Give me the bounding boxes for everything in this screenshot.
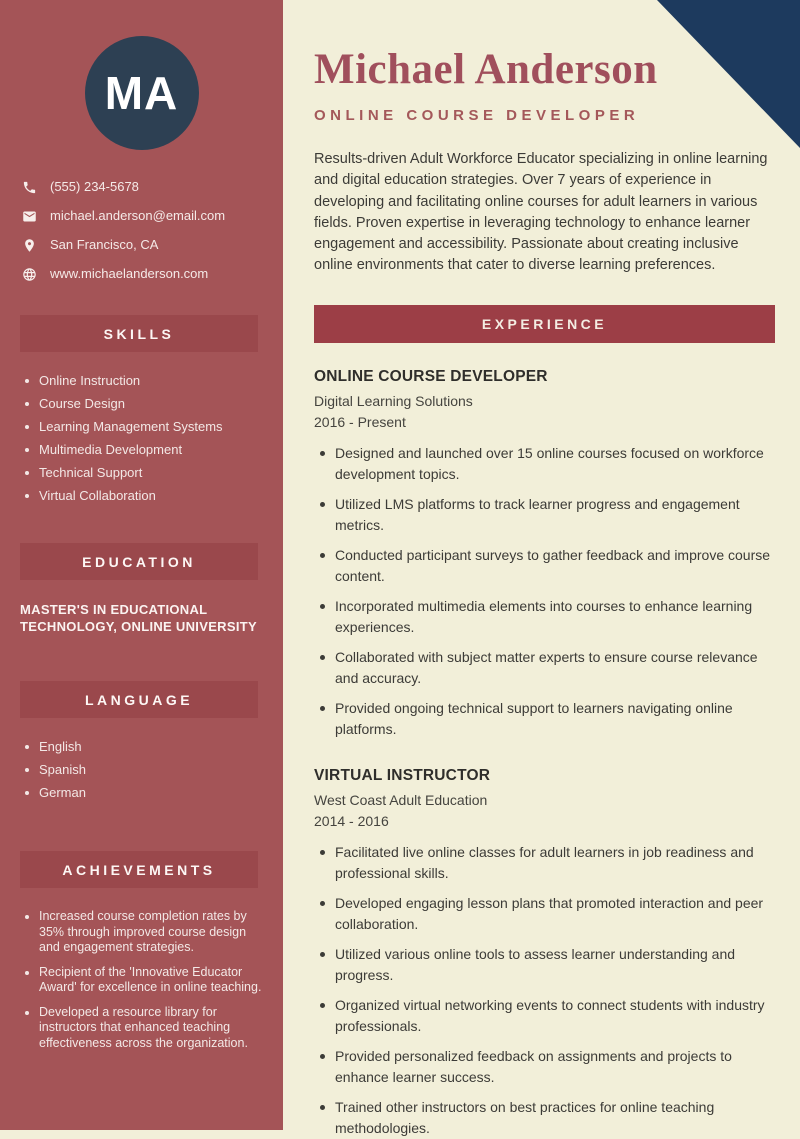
achievements-section-header: [20, 851, 258, 888]
skills-title: SKILLS: [103, 325, 175, 342]
contact-text: San Francisco, CA: [50, 237, 159, 252]
job-bullet: Utilized various online tools to assess learner understanding and progress.: [314, 944, 774, 986]
language-title: LANGUAGE: [84, 691, 194, 708]
contact-item: [22, 237, 263, 253]
job-company: Digital Learning Solutions: [314, 392, 473, 409]
achievement-item: Recipient of the 'Innovative Educator Award' for excellence in online teaching.: [22, 965, 263, 996]
job-bullet: Collaborated with subject matter experts to ensure course relevance and accuracy.: [314, 647, 774, 689]
person-job-title: ONLINE COURSE DEVELOPER: [314, 107, 640, 124]
job-dates: 2016 - Present: [314, 413, 406, 430]
avatar: [85, 36, 199, 150]
email-icon: [22, 209, 37, 224]
contact-text: michael.anderson@email.com: [50, 208, 226, 223]
job-bullet: Utilized LMS platforms to track learner progress and engagement metrics.: [314, 494, 774, 536]
job-bullet: Developed engaging lesson plans that promoted interaction and peer collaboration.: [314, 893, 774, 935]
phone-icon: [22, 180, 37, 195]
resume-sidebar: [0, 0, 283, 1130]
language-item: Spanish: [22, 762, 263, 778]
contact-item: [22, 179, 263, 195]
education-text: MASTER'S IN EDUCATIONAL TECHNOLOGY, ONLINE UNIVERSITY: [20, 602, 257, 634]
person-name: Michael Anderson: [314, 46, 658, 93]
contact-text: www.michaelanderson.com: [50, 266, 209, 281]
job-entry: [314, 368, 775, 740]
job-bullet: Trained other instructors on best practices for online teaching methodologies.: [314, 1097, 774, 1139]
education-title: EDUCATION: [82, 553, 196, 570]
skill-item: Multimedia Development: [22, 442, 263, 458]
achievements-title: ACHIEVEMENTS: [62, 861, 216, 878]
language-list: [0, 739, 283, 801]
education-section-header: [20, 543, 258, 580]
job-bullet: Provided ongoing technical support to learners navigating online platforms.: [314, 698, 774, 740]
summary-paragraph: Results-driven Adult Workforce Educator specializing in online learning and digital education strategies. Over 7 years of experience in developing and facilitating online courses for adult learners in various fields. Proven expertise in leveraging technology to enhance learner engagement and accessibility. Passionate about creating inclusive online environments that cater to diverse learning preferences.: [314, 151, 768, 274]
contact-text: (555) 234-5678: [50, 179, 139, 194]
achievement-item: Developed a resource library for instructors that enhanced teaching effectiveness across the organization.: [22, 1005, 263, 1052]
job-bullet: Organized virtual networking events to connect students with industry professionals.: [314, 995, 774, 1037]
language-item: German: [22, 785, 263, 801]
language-section-header: [20, 681, 258, 718]
skill-item: Course Design: [22, 396, 263, 412]
job-bullet: Designed and launched over 15 online courses focused on workforce development topics.: [314, 443, 774, 485]
job-dates: 2014 - 2016: [314, 812, 389, 829]
skill-item: Online Instruction: [22, 373, 263, 389]
job-title: VIRTUAL INSTRUCTOR: [314, 766, 491, 784]
location-icon: [22, 238, 37, 253]
skill-item: Technical Support: [22, 465, 263, 481]
job-title: ONLINE COURSE DEVELOPER: [314, 367, 548, 385]
language-item: English: [22, 739, 263, 755]
resume-main: [283, 0, 800, 1136]
job-company: West Coast Adult Education: [314, 791, 488, 808]
skill-item: Virtual Collaboration: [22, 488, 263, 504]
skills-section-header: [20, 315, 258, 352]
achievement-item: Increased course completion rates by 35% through improved course design and engagement strategies.: [22, 909, 263, 956]
achievements-list: [0, 909, 283, 1051]
skill-item: Learning Management Systems: [22, 419, 263, 435]
job-bullet: Facilitated live online classes for adult learners in job readiness and professional skills.: [314, 842, 774, 884]
job-entry: [314, 767, 775, 1139]
contact-item: [22, 208, 263, 224]
job-bullet: Conducted participant surveys to gather feedback and improve course content.: [314, 545, 774, 587]
globe-icon: [22, 267, 37, 282]
job-bullet-list: [314, 842, 775, 1139]
avatar-initials: MA: [104, 67, 179, 119]
corner-decoration: [657, 0, 800, 148]
job-bullet: Provided personalized feedback on assignments and projects to enhance learner success.: [314, 1046, 774, 1088]
skills-list: [0, 373, 283, 504]
contact-list: [0, 179, 283, 282]
contact-item: [22, 266, 263, 282]
experience-section-header: [314, 305, 775, 343]
job-bullet: Incorporated multimedia elements into courses to enhance learning experiences.: [314, 596, 774, 638]
job-bullet-list: [314, 443, 775, 740]
experience-title: EXPERIENCE: [481, 315, 608, 332]
